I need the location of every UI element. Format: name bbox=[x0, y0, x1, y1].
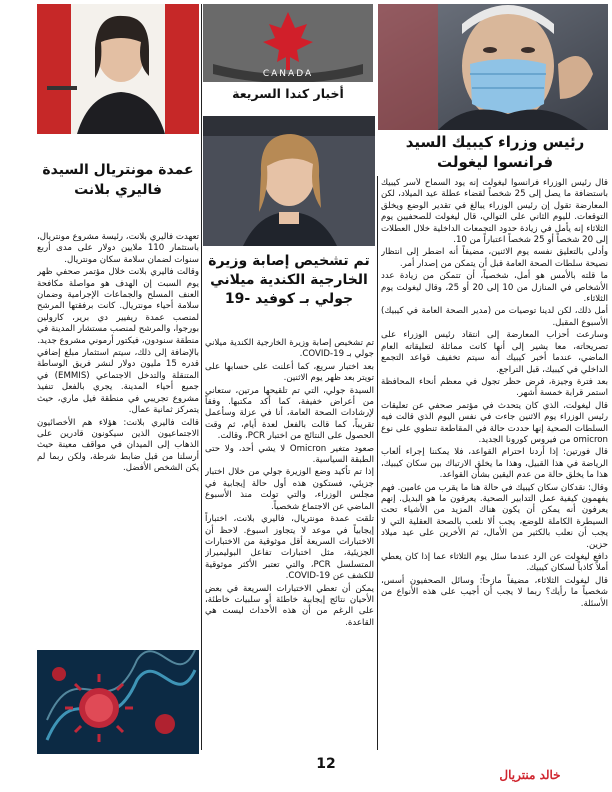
paragraph: صعود متغير Omicron لا يشي أحد، ولا حتى الطبقة السياسية. bbox=[205, 443, 374, 466]
paragraph: السيدة جولي، التي تم تلقيحها مرتين، ستعاني من أعراض خفيفة، كما أكد مكتبها. وفقاً لإرشادات الصحة العامة، أنا في عزلة وسأعمل تقريباً، كما قالت بالفعل لعدة أيام، ثم وقت الحصول على النتائج من اختبار PCR، وقالت. bbox=[205, 385, 374, 442]
premier-photo bbox=[378, 4, 608, 130]
minister-photo bbox=[203, 116, 375, 246]
paragraph: قال ليغولت، الذي كان يتحدث في مؤتمر صحفي عن تعليقات رئيس الوزراء يوم الاثنين جاءت في نفس اليوم الذي قالت فيه السلطات الصحية إنها حددت حالة في المقاطعة تنطوي على نوع omicron من فيروس كورونا الجديد. bbox=[381, 400, 608, 445]
paragraph: قال رئيس الوزراء فرانسوا ليغولت إنه يود السماح لأسر كيبيك باستضافة ما يصل إلى 25 شخصاً لقضاء عطلة عيد الميلاد، لكن المعارضة تقول إن رئيس الوزراء يبالغ في تقدير الوضع ويخلق التوقعات. لليوم الثاني على التوالي، قال ليغولت للصحفيين يوم الثلاثاء إنه يأمل في زيادة حدود التجمعات الداخلية خلال العطلات إلى 20 شخصاً أو 25 شخصاً اعتباراً من 10. bbox=[381, 178, 608, 246]
column-divider-right bbox=[377, 176, 378, 750]
paragraph: وأدلى بالتعليق نفسه يوم الاثنين، مضيفاً أنه اضطر إلى انتظار نصيحة سلطات الصحة العامة قبل أن يتمكن من إصدار أمر. bbox=[381, 247, 608, 269]
paragraph: بعد فترة وجيزة، فرض حظر تجول في معظم أنحاء المحافظة استمر قرابة خمسة أشهر. bbox=[381, 376, 608, 399]
paragraph: يمكن أن تعطي الاختبارات السريعة في بعض الأحيان نتائج إيجابية خاطئة أو سلبيات خاطئة، على الرغم من أن هذه الأحداث ليست هي القاعدة. bbox=[205, 583, 374, 628]
paragraph: ما قلته بالأمس هو أمل، شخصياً، أن تتمكن من زيادة عدد الأشخاص في المنازل من 10 إلى 20 أو 25، وقال ليغولت يوم الثلاثاء. bbox=[381, 271, 608, 305]
paragraph: أمل ذلك، لكن لدينا توصيات من (مدير الصحة العامة في كيبيك) الأسبوع المقبل. bbox=[381, 306, 608, 328]
article-middle-body bbox=[205, 338, 374, 750]
mayor-photo bbox=[37, 4, 199, 134]
author-signature: خالد منتريال bbox=[499, 768, 561, 782]
article-middle-headline: تم تشخيص إصابة وزيرة الخارجية الكندية ميلاني جولي بـ كوفيد -19 bbox=[208, 253, 370, 307]
page-number: 12 bbox=[316, 756, 336, 772]
paragraph: وقالت فاليري بلانت خلال مؤتمر صحفي ظهر يوم السبت إن الهدف هو مواصلة مكافحة العنف المسلح والجماعات الإجرامية وضمان سلامة أحياء مونتريال. كانت برفقتها المرشح لمنصب عمدة ريفيير دي برير، كارولين بورجوا، والمرشح لمنصب مستشار المدينة في منطقة سنودون، فيكتور أرموني مشروع جديد. bbox=[37, 267, 199, 346]
article-left-body bbox=[37, 232, 199, 646]
banner-flag-text: CANADA bbox=[262, 69, 314, 79]
canada-banner-image bbox=[203, 4, 373, 82]
article-right-headline: رئيس وزراء كيبيك السيد فرانسوا ليغولت bbox=[405, 133, 585, 171]
banner-caption: أخبار كندا السريعة bbox=[232, 86, 344, 101]
paragraph: إذا تم تأكيد وضع الوزيرة جولي من خلال اختبار جزيئي، فستكون هذه أول حالة إيجابية في مجلس الوزراء، والتي تولت منذ الأسبوع الماضي عن الاجتماع شخصياً. bbox=[205, 467, 374, 512]
paragraph: تم تشخيص إصابة وزيرة الخارجية الكندية ميلاني جولي بـ COVID-19. bbox=[205, 338, 374, 360]
paragraph: قالت فاليري بلانت: هؤلاء هم الأخصائيون الاجتماعيون الذين سيكونون قادرين على الذهاب إلى الميدان في مواقف معينة حيث أرسلنا من قبل ضابط شرطة، ولكن ربما لم يكن الشخص الأفضل. bbox=[37, 417, 199, 474]
paragraph: قال فورتين: إذا أردنا احترام القواعد، فلا يمكننا إجراء ألعاب الرياضة في هذا القبيل، وهذا ما يخلق الارتباك بين سكان كيبيك، هذا ما يخلق حالة من عدم اليقين بشأن القواعد. bbox=[381, 447, 608, 481]
paragraph: قال ليغولت الثلاثاء، مضيفاً مازحاً: وسائل الصحفيون أسس، شخصياً ما رأيك؟ ربما لا يجب أن أجيب على هذه الأنواع من الأسئلة. bbox=[381, 575, 608, 609]
paragraph: بالإضافة إلى ذلك، سيتم استثمار مبلغ إضافي قدره 15 مليون دولار لنشر فريق الوساطة المتنقلة والتدخل الاجتماعي (EMMIS) في جميع أحياء المدينة. يجري بالفعل تنفيذ مشروع تجريبي في منطقة فيل ماري، حيث يتمركز ثمانية عمال. bbox=[37, 348, 199, 416]
paragraph: تلقت عمدة مونتريال، فاليري بلانت، اختباراً إيجابياً في موعد لا يتجاوز اسبوع. لاحظ أن الاختبارات السريعة أقل موثوقية من الاختبارات الجزيئية، مثل اختبارات تفاعل البوليميراز المتسلسل PCR، والتي تعتبر الأكثر موثوقية للكشف عن COVID-19. bbox=[205, 514, 374, 582]
article-right-body bbox=[381, 178, 608, 752]
article-left-headline: عمدة مونتريال السيدة فاليري بلانت bbox=[42, 162, 194, 198]
paragraph: دافع ليغولت عن الرد عندما سئل يوم الثلاثاء عما إذا كان يعطي أملاً كاذباً لسكان كيبيك. bbox=[381, 552, 608, 574]
virus-image bbox=[37, 650, 199, 754]
paragraph: وقال: نقدكان سكان كيبيك في حالة هنا ما يقرب من عامين. فهم يفهمون كيفية عمل التدابير الصحية. يعرفون ما هو البديل. إنهم يعرفون أنه يمكن أن يكون هناك المزيد من الأشياء تحت السيطرة الكاملة للوضع، يجب ألا نلعب بالصحة العقلية التي لا يجب أن نعلب بالكثير من الأمال، ثم الأخرين على عيد ميلاد حزين. bbox=[381, 482, 608, 550]
column-divider-left bbox=[201, 4, 202, 750]
paragraph: بعد اختبار سريع، كما أعلنت على حسابها على تويتر بعد ظهر يوم الاثنين. bbox=[205, 361, 374, 384]
paragraph: تعهدت فاليري بلانت، رئيسة مشروع مونتريال، باستثمار 110 ملايين دولار على مدى أربع سنوات لضمان سلامة سكان مونتريال. bbox=[37, 232, 199, 265]
paragraph: وسارعت أحزاب المعارضة إلى انتقاد رئيس الوزراء على تصريحاته، معا يشير إلى أنها كانت مماثلة لتعليقاته العام الماضي، عندما أخبر كيبيك أنه سيتم تخفيف قواعد التجمع الداخلي في كيبيك، قبل التراجع. bbox=[381, 330, 608, 375]
